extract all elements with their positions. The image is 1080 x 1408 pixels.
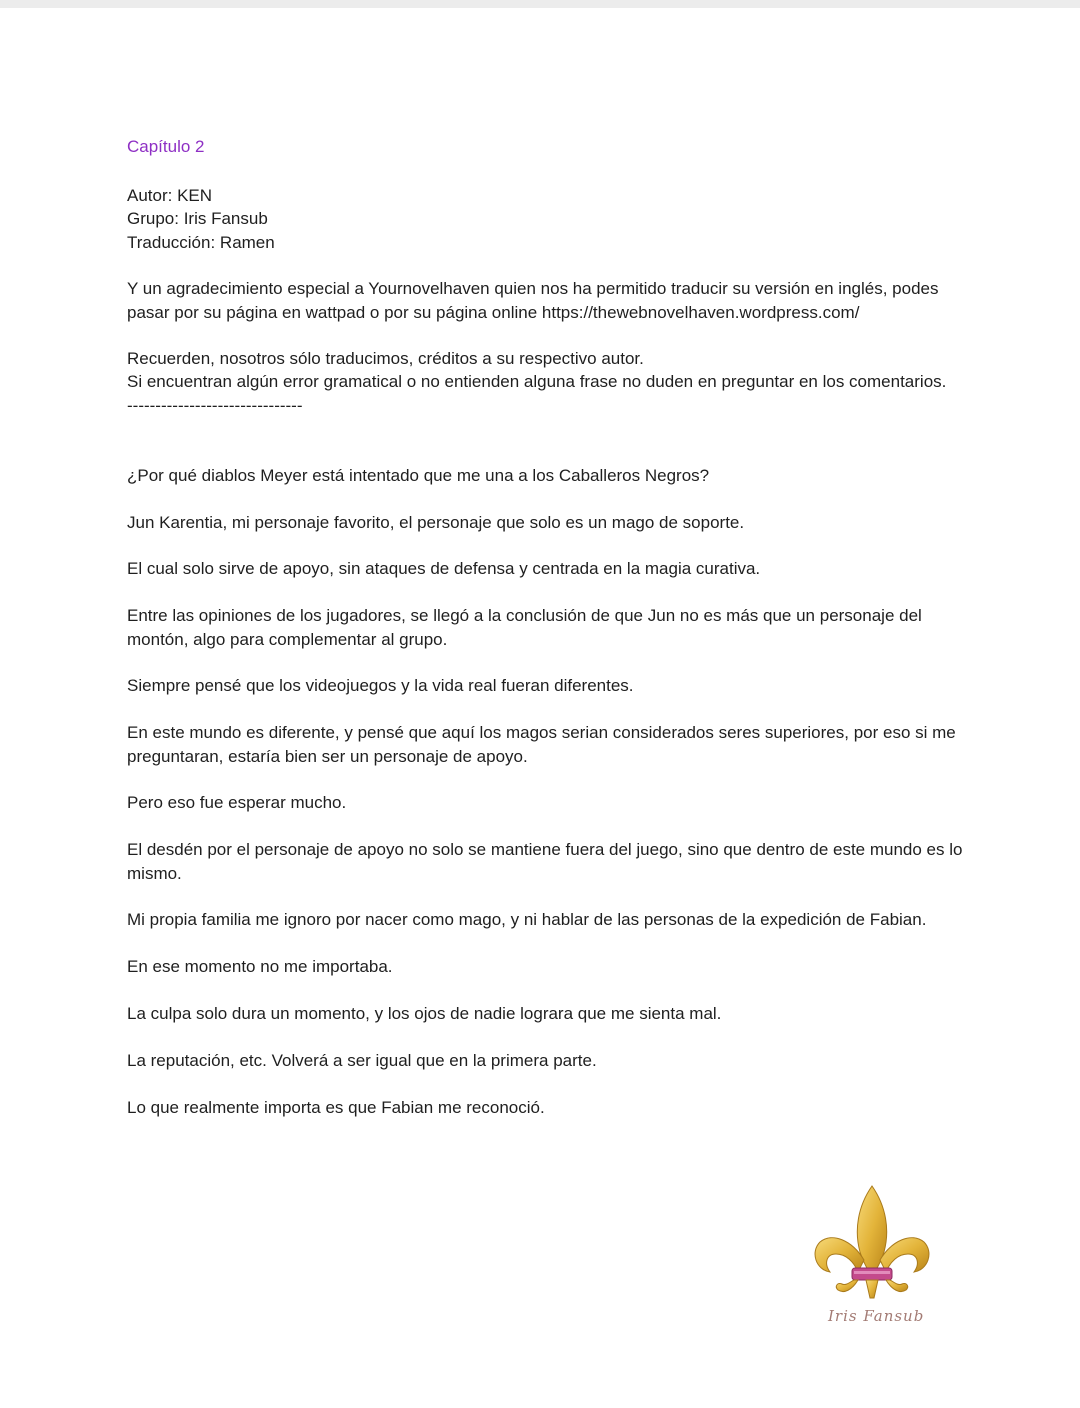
top-strip bbox=[0, 0, 1080, 8]
story-paragraph: Jun Karentia, mi personaje favorito, el personaje que solo es un mago de soporte. bbox=[127, 512, 745, 532]
story-paragraph: Lo que realmente importa es que Fabian me reconoció. bbox=[127, 1097, 545, 1117]
chapter-title: Capítulo 2 bbox=[127, 137, 205, 156]
credit-translation: Traducción: Ramen bbox=[127, 232, 275, 252]
story-paragraph: Pero eso fue esperar mucho. bbox=[127, 793, 347, 813]
reminder-line-1: Recuerden, nosotros sólo traducimos, créditos a su respectivo autor. bbox=[127, 349, 644, 369]
logo-wordmark: Iris Fansub bbox=[828, 1307, 925, 1325]
story-paragraph: Mi propia familia me ignoro por nacer como mago, y ni hablar de las personas de la expedición de Fabian. bbox=[127, 910, 927, 930]
story-paragraph: La reputación, etc. Volverá a ser igual que en la primera parte. bbox=[127, 1050, 597, 1070]
credit-group: Grupo: Iris Fansub bbox=[127, 209, 268, 229]
divider-line: ------------------------------- bbox=[127, 395, 303, 415]
story-paragraph: En ese momento no me importaba. bbox=[127, 957, 393, 977]
story-paragraph: Entre las opiniones de los jugadores, se llegó a la conclusión de que Jun no es más que un personaje del montón, algo para complementar al grupo. bbox=[127, 606, 922, 649]
reminder-line-2: Si encuentran algún error gramatical o no entienden alguna frase no duden en preguntar en los comentarios. bbox=[127, 372, 947, 392]
story-paragraph: El cual solo sirve de apoyo, sin ataques de defensa y centrada en la magia curativa. bbox=[127, 559, 761, 579]
document-page bbox=[127, 133, 967, 1142]
thanks-paragraph: Y un agradecimiento especial a Yournovelhaven quien nos ha permitido traducir su versión en inglés, podes pasar por su página en wattpad o por su página online https://thewebnovelhaven.wordpress.com/ bbox=[127, 279, 944, 322]
story-paragraph: La culpa solo dura un momento, y los ojos de nadie lograra que me sienta mal. bbox=[127, 1004, 722, 1024]
credit-author: Autor: KEN bbox=[127, 186, 213, 205]
story-paragraph: Siempre pensé que los videojuegos y la vida real fueran diferentes. bbox=[127, 676, 634, 696]
story-paragraph: ¿Por qué diablos Meyer está intentado que me una a los Caballeros Negros? bbox=[127, 465, 710, 485]
story-paragraph: En este mundo es diferente, y pensé que aquí los magos serian considerados seres superiores, por eso si me preguntaran, estaría bien ser un personaje de apoyo. bbox=[127, 723, 956, 766]
spacer bbox=[127, 254, 967, 277]
spacer bbox=[127, 324, 967, 347]
story-paragraph: El desdén por el personaje de apoyo no solo se mantiene fuera del juego, sino que dentro de este mundo es lo mismo. bbox=[127, 840, 963, 883]
spacer bbox=[127, 161, 967, 184]
spacer bbox=[127, 417, 967, 464]
